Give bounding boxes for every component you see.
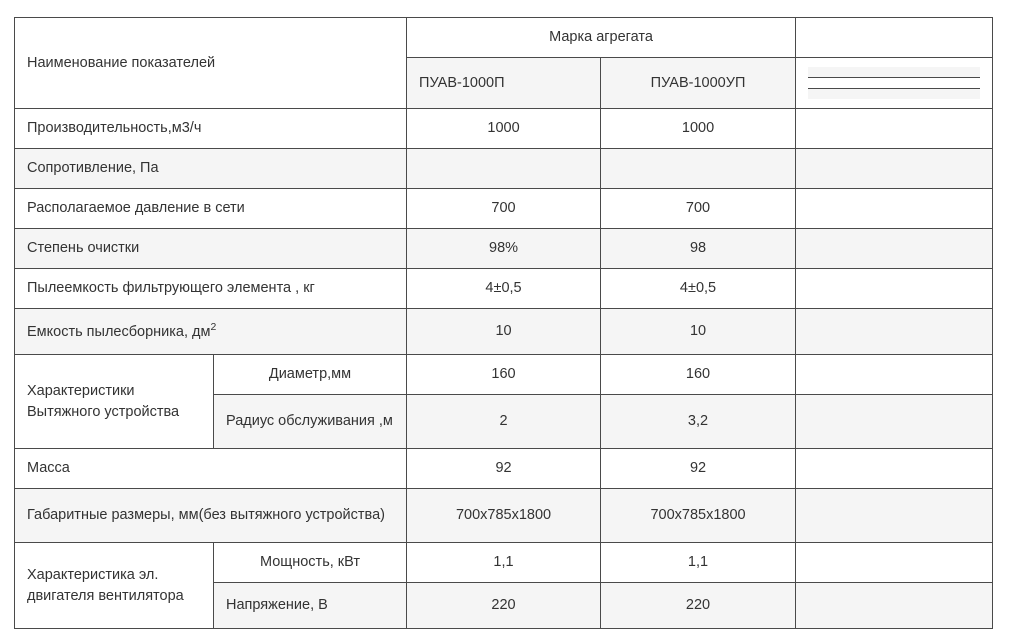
row-value-model1: 1000: [407, 109, 601, 149]
row-value-model2: 160: [601, 355, 796, 395]
header-model-puav-1000p: ПУАВ-1000П: [407, 58, 601, 109]
row-value-model2: 3,2: [601, 395, 796, 449]
row-label: Масса: [15, 449, 407, 489]
header-extra-column-stack: [796, 58, 993, 109]
row-group-label-exhaust: Характеристики Вытяжного устройства: [15, 355, 214, 449]
table-row: [15, 189, 993, 229]
table-header: [15, 18, 993, 109]
row-sublabel: Мощность, кВт: [214, 543, 407, 583]
row-value-model1: 10: [407, 309, 601, 355]
stack-line-3: [808, 89, 980, 99]
row-value-model1: 1,1: [407, 543, 601, 583]
row-value-model1: [407, 149, 601, 189]
row-label: Располагаемое давление в сети: [15, 189, 407, 229]
row-value-model2: 1,1: [601, 543, 796, 583]
row-value-extra: [796, 583, 993, 629]
table-row: [15, 543, 993, 583]
table-row: [15, 149, 993, 189]
row-value-model2: 220: [601, 583, 796, 629]
stack-line-2: [808, 78, 980, 89]
row-label: Габаритные размеры, мм(без вытяжного устройства): [15, 489, 407, 543]
row-value-model2: 4±0,5: [601, 269, 796, 309]
row-value-extra: [796, 449, 993, 489]
table-row: [15, 489, 993, 543]
row-value-model2: [601, 149, 796, 189]
header-indicators-name: Наименование показателей: [15, 18, 407, 109]
table-row: [15, 449, 993, 489]
row-value-model1: 4±0,5: [407, 269, 601, 309]
table-row: [15, 355, 993, 395]
row-value-model2: 98: [601, 229, 796, 269]
row-value-extra: [796, 149, 993, 189]
row-value-model1: 92: [407, 449, 601, 489]
row-value-extra: [796, 355, 993, 395]
row-value-extra: [796, 229, 993, 269]
row-value-extra: [796, 109, 993, 149]
specifications-table: [14, 17, 993, 629]
row-label: Пылеемкость фильтрующего элемента , кг: [15, 269, 407, 309]
header-row-1: [15, 18, 993, 58]
stack-line-1: [808, 67, 980, 78]
row-value-model1: 98%: [407, 229, 601, 269]
row-value-extra: [796, 489, 993, 543]
row-label: [15, 309, 407, 355]
row-value-model2: 700: [601, 189, 796, 229]
row-value-extra: [796, 543, 993, 583]
table-row: [15, 109, 993, 149]
row-value-model2: 1000: [601, 109, 796, 149]
stack-lines: [808, 67, 980, 99]
row-value-model1: 220: [407, 583, 601, 629]
header-extra-column: [796, 18, 993, 58]
row-sublabel: Диаметр,мм: [214, 355, 407, 395]
row-label: Сопротивление, Па: [15, 149, 407, 189]
row-value-extra: [796, 189, 993, 229]
table-row: [15, 309, 993, 355]
table-row: [15, 269, 993, 309]
table-body: [15, 109, 993, 629]
row-label-superscript: 2: [210, 322, 217, 334]
row-value-model2: 700x785x1800: [601, 489, 796, 543]
row-value-model1: 2: [407, 395, 601, 449]
row-sublabel: Радиус обслуживания ,м: [214, 395, 407, 449]
row-value-model1: 160: [407, 355, 601, 395]
row-value-extra: [796, 309, 993, 355]
header-unit-brand: Марка агрегата: [407, 18, 796, 58]
row-label: Степень очистки: [15, 229, 407, 269]
row-group-label-motor: Характеристика эл. двигателя вентилятора: [15, 543, 214, 629]
row-value-extra: [796, 269, 993, 309]
row-value-model1: 700: [407, 189, 601, 229]
header-model-puav-1000up: ПУАВ-1000УП: [601, 58, 796, 109]
row-value-extra: [796, 395, 993, 449]
row-sublabel: Напряжение, В: [214, 583, 407, 629]
row-value-model1: 700x785x1800: [407, 489, 601, 543]
row-value-model2: 92: [601, 449, 796, 489]
row-label: Производительность,м3/ч: [15, 109, 407, 149]
table-row: [15, 229, 993, 269]
row-label-text: Емкость пылесборника, дм: [27, 324, 211, 340]
row-value-model2: 10: [601, 309, 796, 355]
